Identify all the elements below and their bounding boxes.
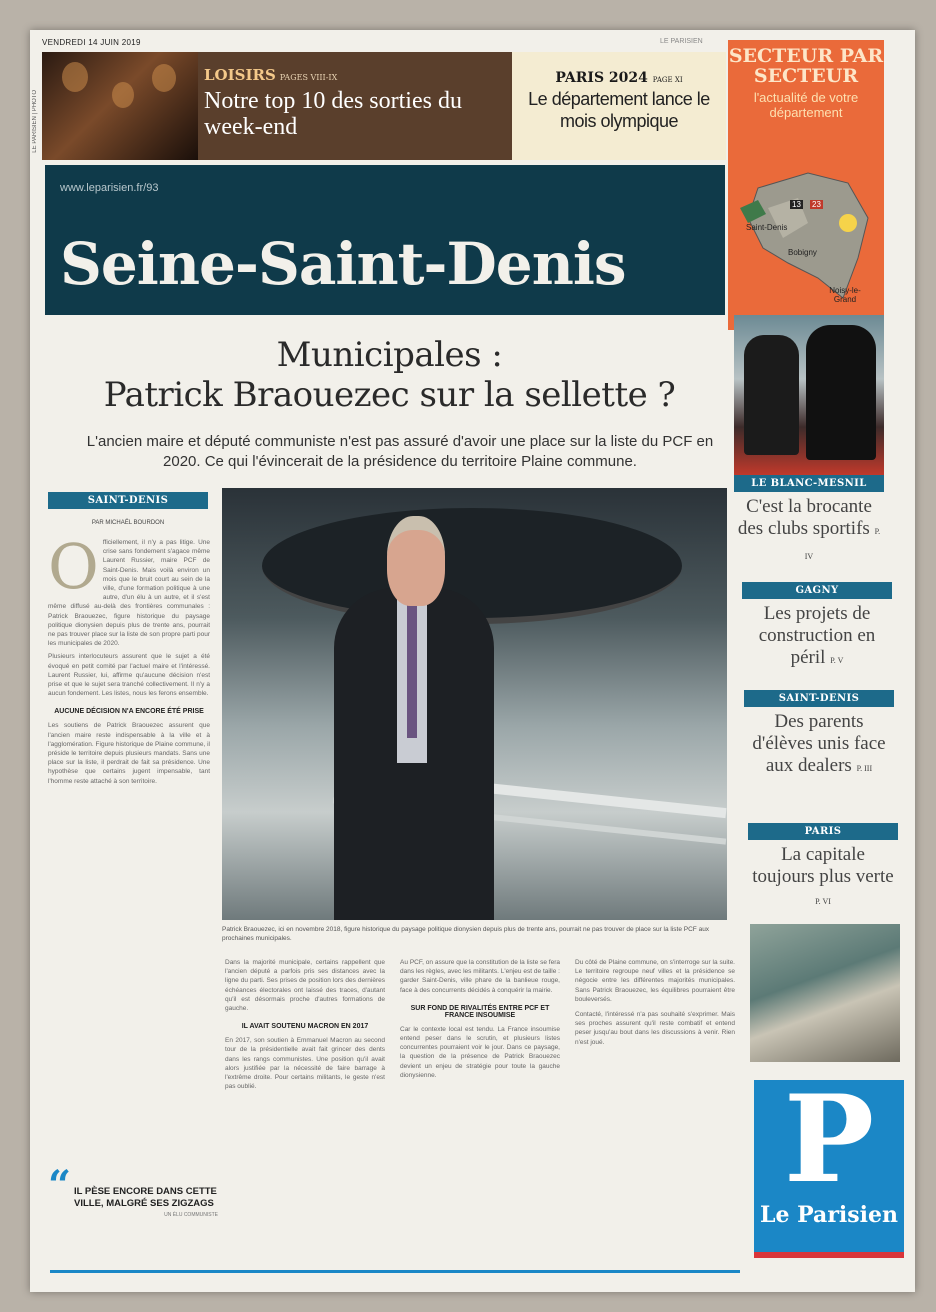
brief-title: La capitale toujours plus verte P. VI (752, 844, 894, 906)
logo-bar (754, 1252, 904, 1258)
article-subhead-1: AUCUNE DÉCISION N'A ENCORE ÉTÉ PRISE (54, 708, 204, 716)
department-map[interactable] (738, 168, 878, 313)
loisirs-teaser[interactable] (42, 52, 512, 160)
article-place-tag: SAINT-DENIS (48, 492, 208, 509)
logo-name: Le Parisien (759, 1202, 898, 1228)
brief-gagny[interactable] (742, 582, 892, 672)
paris2024-kicker: PARIS 2024 PAGE XI (555, 70, 683, 86)
brief-title: Des parents d'élèves unis face aux dealers P. III (752, 711, 886, 776)
quote-text: IL PÈSE ENCORE DANS CETTE VILLE, MALGRÉ SES ZIGZAGS (74, 1186, 217, 1209)
section-url[interactable]: www.leparisien.fr/93 (60, 182, 159, 194)
drop-cap: O (48, 538, 99, 603)
article-column-4: Du côté de Plaine commune, on s'interroge sur la suite. Le territoire regroupe neuf villes et la présidence se négocie entre les différentes majorités municipales. Sans Patrick Braouezec, les équilibres pourraient être bouleversés. Contacté, l'intéressé n'a pas souhaité s'exprimer. Mais ses proches assurent qu'il reste combatif et entend peser jusqu'au bout dans les discussions à venir. Rien n'est joué. (575, 959, 735, 1046)
map-badge-2: 23 (812, 200, 821, 209)
brief-tag: GAGNY (742, 582, 892, 599)
le-parisien-logo (754, 1069, 904, 1258)
brief-tag: SAINT-DENIS (744, 690, 894, 707)
article-column-2: Dans la majorité municipale, certains rappellent que l'ancien député a parfois pris ses distances avec la ligne du parti. Ses prises de position lors des dernières échéances électorales ont laissé des traces, d'autant qu'il est désormais proche d'autres formations de gauche. IL AVAIT SOUTENU MACRON EN 2017 En 2017, son soutien à Emmanuel Macron au second tour de la présidentielle avait fait grincer des dents dans les rangs communistes. Une position qu'il avait alors justifiée par la nécessité de faire barrage à l'extrême droite. Pour certains militants, le geste n'est pas oublié. (225, 959, 385, 1091)
secteur-box (728, 40, 884, 330)
secteur-title: SECTEUR PAR SECTEUR (728, 45, 884, 87)
brief-paris[interactable] (748, 823, 898, 913)
paris2024-title: Le département lance le mois olympique (528, 89, 710, 131)
issue-date: VENDREDI 14 JUIN 2019 (42, 38, 141, 47)
article-main-photo (222, 488, 727, 920)
article-lead: fficiellement, il n'y a pas litige. Une crise sans fondement s'agace même Laurent Russier, maire PCF de Saint-Denis. Mais voilà environ un mois que le bruit court au sein de la ville, d'une formation politique à une autre, d'un élu à un autre, et il s'est même diffusé au-delà des frontières communales : Patrick Braouezec, figure historique du paysage politique dionysien depuis plus de trente ans, pourrait ne pas trouver place sur la liste de son propre parti pour les municipales de 2020. (48, 539, 210, 648)
section-title: Seine-Saint-Denis (60, 230, 626, 298)
article-standfirst: L'ancien maire et député communiste n'est pas assuré d'avoir une place sur la liste du PCF en 2020. Ce qui l'évincerait de la présidence du territoire Plaine commune. (86, 433, 714, 470)
loisirs-title: Notre top 10 des sorties du week-end (204, 88, 462, 140)
brief-blanc-mesnil[interactable] (734, 475, 884, 568)
article-column-3: Au PCF, on assure que la constitution de la liste se fera dans les règles, avec les militants. L'enjeu est de taille : garder Saint-Denis, ville phare de la banlieue rouge, face à des concurrents décidés à conquérir la mairie. SUR FOND DE RIVALITÉS ENTRE PCF ET FRANCE INSOUMISE Car le contexte local est tendu. La France insoumise entend peser dans le scrutin, et plusieurs listes concurrentes pourraient voir le jour. Dans ce paysage, la question de la présence de Patrick Braouezec devient un enjeu de stratégie pour toute la gauche dionysienne. (400, 959, 560, 1079)
brocante-photo (734, 315, 884, 475)
map-label-bobigny: Bobigny (788, 248, 817, 257)
map-label-noisy: Noisy-le-Grand (829, 286, 861, 304)
vertical-credit: LE PARISIEN | PHOTO (32, 90, 38, 153)
photo-caption: Patrick Braouezec, ici en novembre 2018, figure historique du paysage politique dionysien depuis plus de trente ans, pourrait ne pas trouver de place sur la liste PCF aux prochaines municipales. (222, 926, 710, 942)
quote-mark-icon: “ (48, 1162, 72, 1209)
loisirs-photo (42, 52, 198, 160)
article-headline: Municipales : Patrick Braouezec sur la sellette ? (103, 335, 676, 415)
bottom-rule (50, 1270, 740, 1273)
brief-title: C'est la brocante des clubs sportifs P. IV (737, 496, 881, 561)
brief-tag: PARIS (748, 823, 898, 840)
article-lead-column (48, 538, 210, 1158)
pull-quote (48, 1162, 218, 1218)
article-body-1: Les soutiens de Patrick Braouezec assurent que l'ancien maire reste indispensable à la ville et à l'agglomération. Figure historique de Plaine commune, il préside le territoire depuis plusieurs mandats. Sans une place sur la liste, il perdrait de fait sa présidence. Une hypothèse que certains jugent impensable, tant l'homme reste attaché à son territoire. (48, 722, 210, 785)
brief-saint-denis[interactable] (744, 690, 894, 780)
loisirs-kicker: LOISIRS PAGES VIII-IX (204, 66, 338, 84)
secteur-subtitle: l'actualité de votre département (753, 90, 859, 120)
article-byline: PAR MICHAËL BOURDON (91, 520, 165, 526)
map-label-saint-denis: Saint-Denis (746, 223, 788, 232)
article-subhead-3: SUR FOND DE RIVALITÉS ENTRE PCF ET FRANCE INSOUMISE (410, 1004, 550, 1019)
paris2024-teaser[interactable] (512, 52, 726, 160)
brief-title: Les projets de construction en péril P. V (758, 603, 876, 668)
paris-photo (750, 924, 900, 1062)
newspaper-page (30, 30, 915, 1292)
quote-author: UN ÉLU COMMUNISTE (164, 1212, 218, 1218)
logo-letter: P (783, 1069, 875, 1210)
header-brand: LE PARISIEN (660, 38, 703, 45)
article-subhead-2: IL AVAIT SOUTENU MACRON EN 2017 (241, 1023, 369, 1031)
brief-tag: LE BLANC-MESNIL (734, 475, 884, 492)
map-badge-1: 13 (792, 200, 801, 209)
article-lead-2: Plusieurs interlocuteurs assurent que le sujet a été évoqué en petit comité par l'actuel maire et l'intéressé. Laurent Russier, lui, affirme qu'aucune décision n'est prise et que le sujet sera tranché collectivement. Il n'y a aucun fondement. Les listes, nous les ferons ensemble. (48, 653, 210, 698)
